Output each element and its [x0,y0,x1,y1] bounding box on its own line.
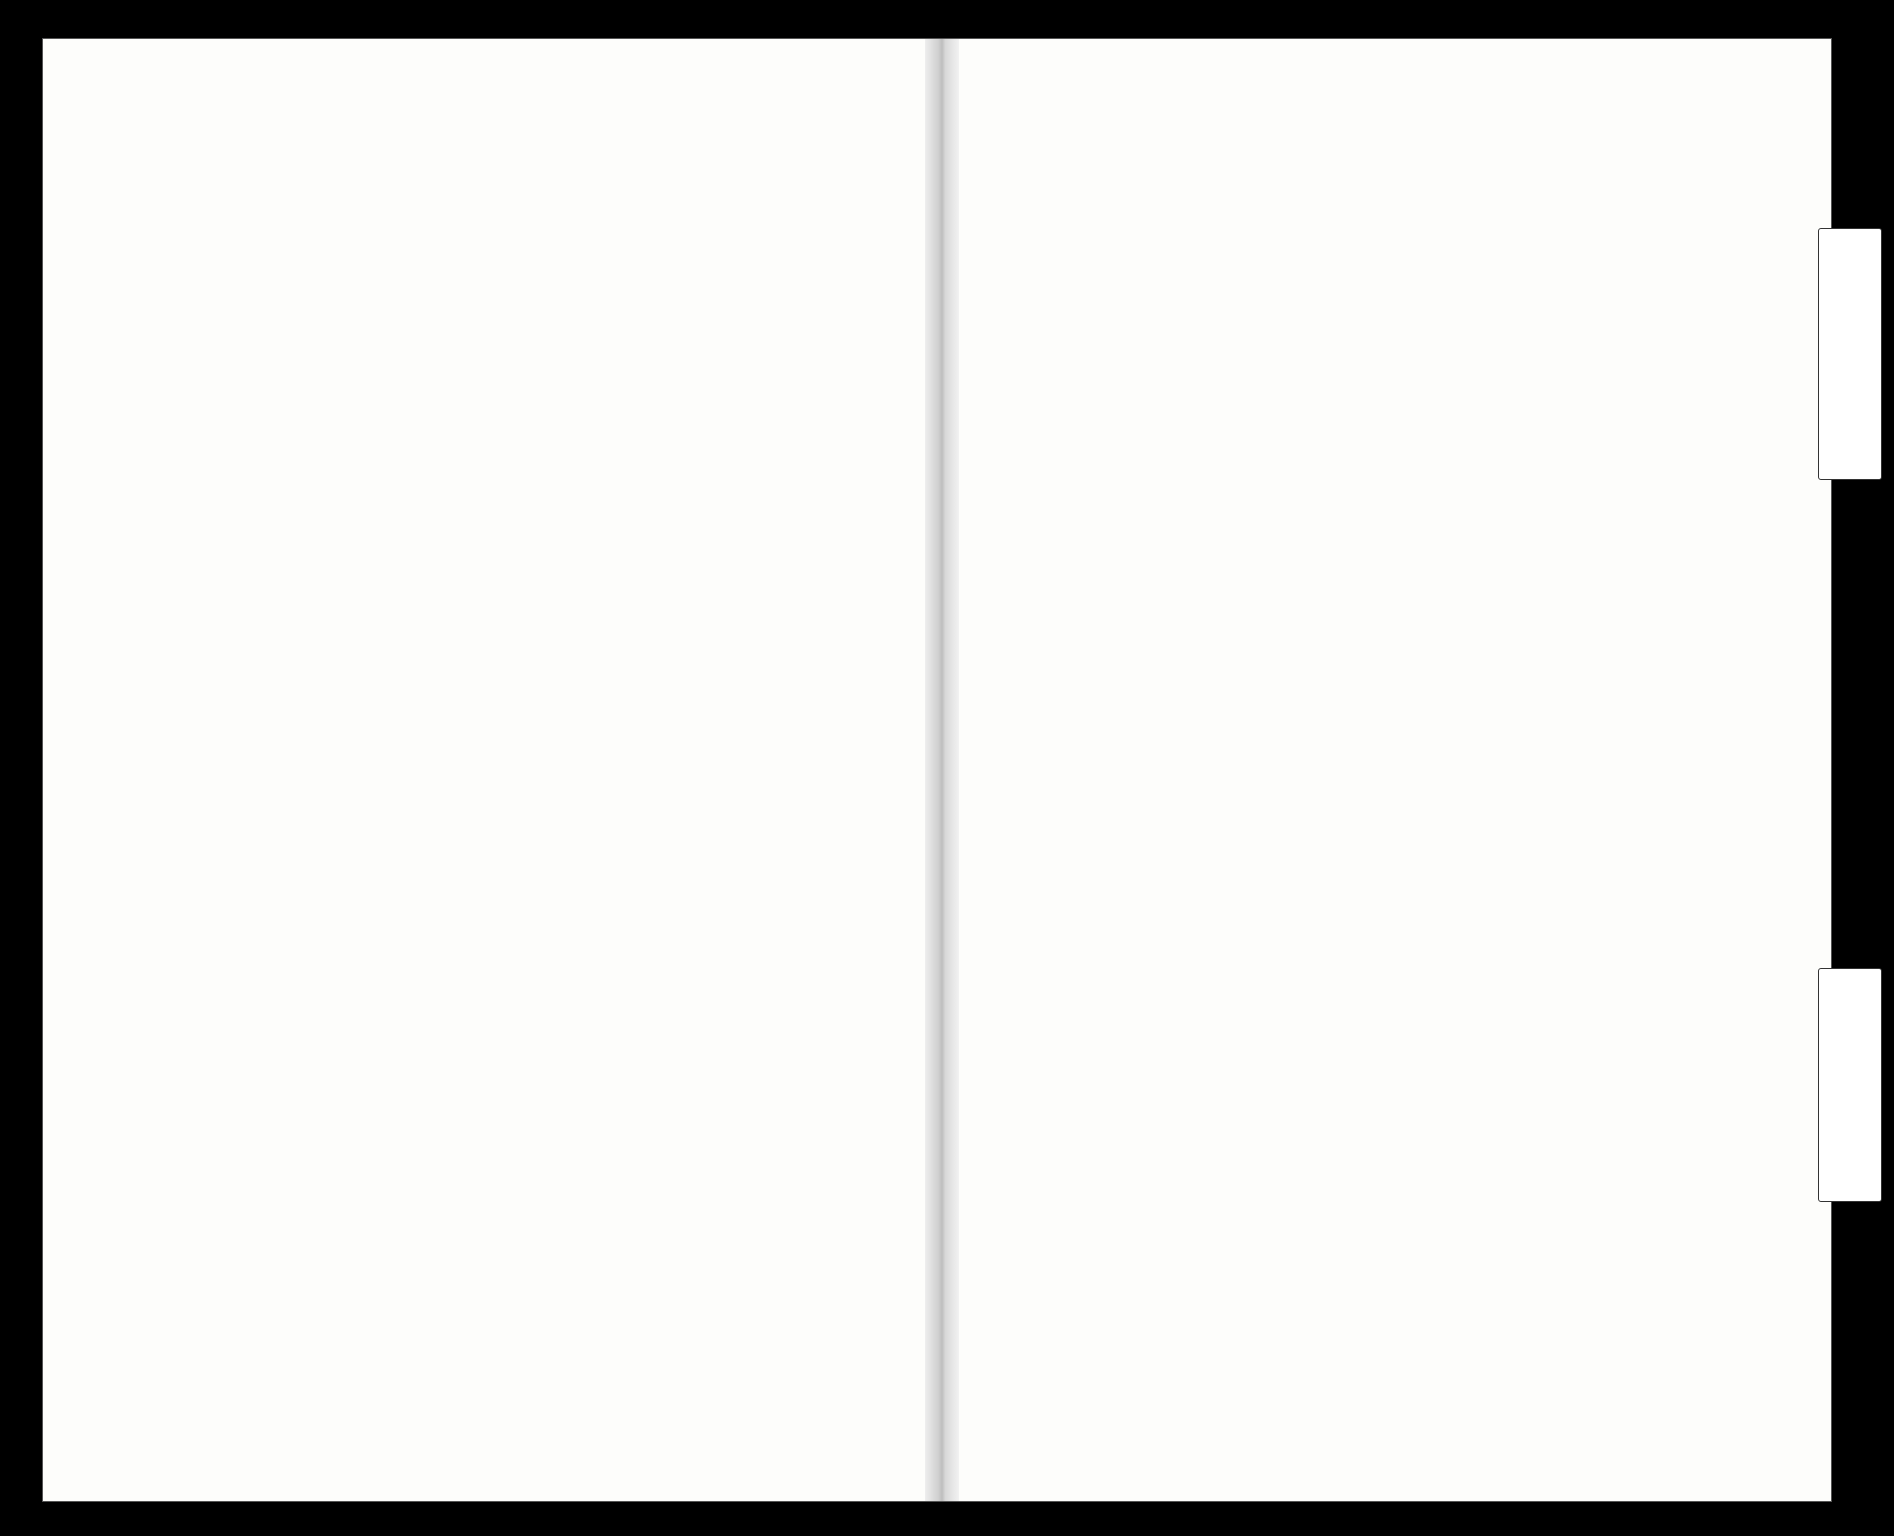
colored-paper-tab [1818,228,1882,480]
smeared-ink-tab [1818,968,1882,1202]
